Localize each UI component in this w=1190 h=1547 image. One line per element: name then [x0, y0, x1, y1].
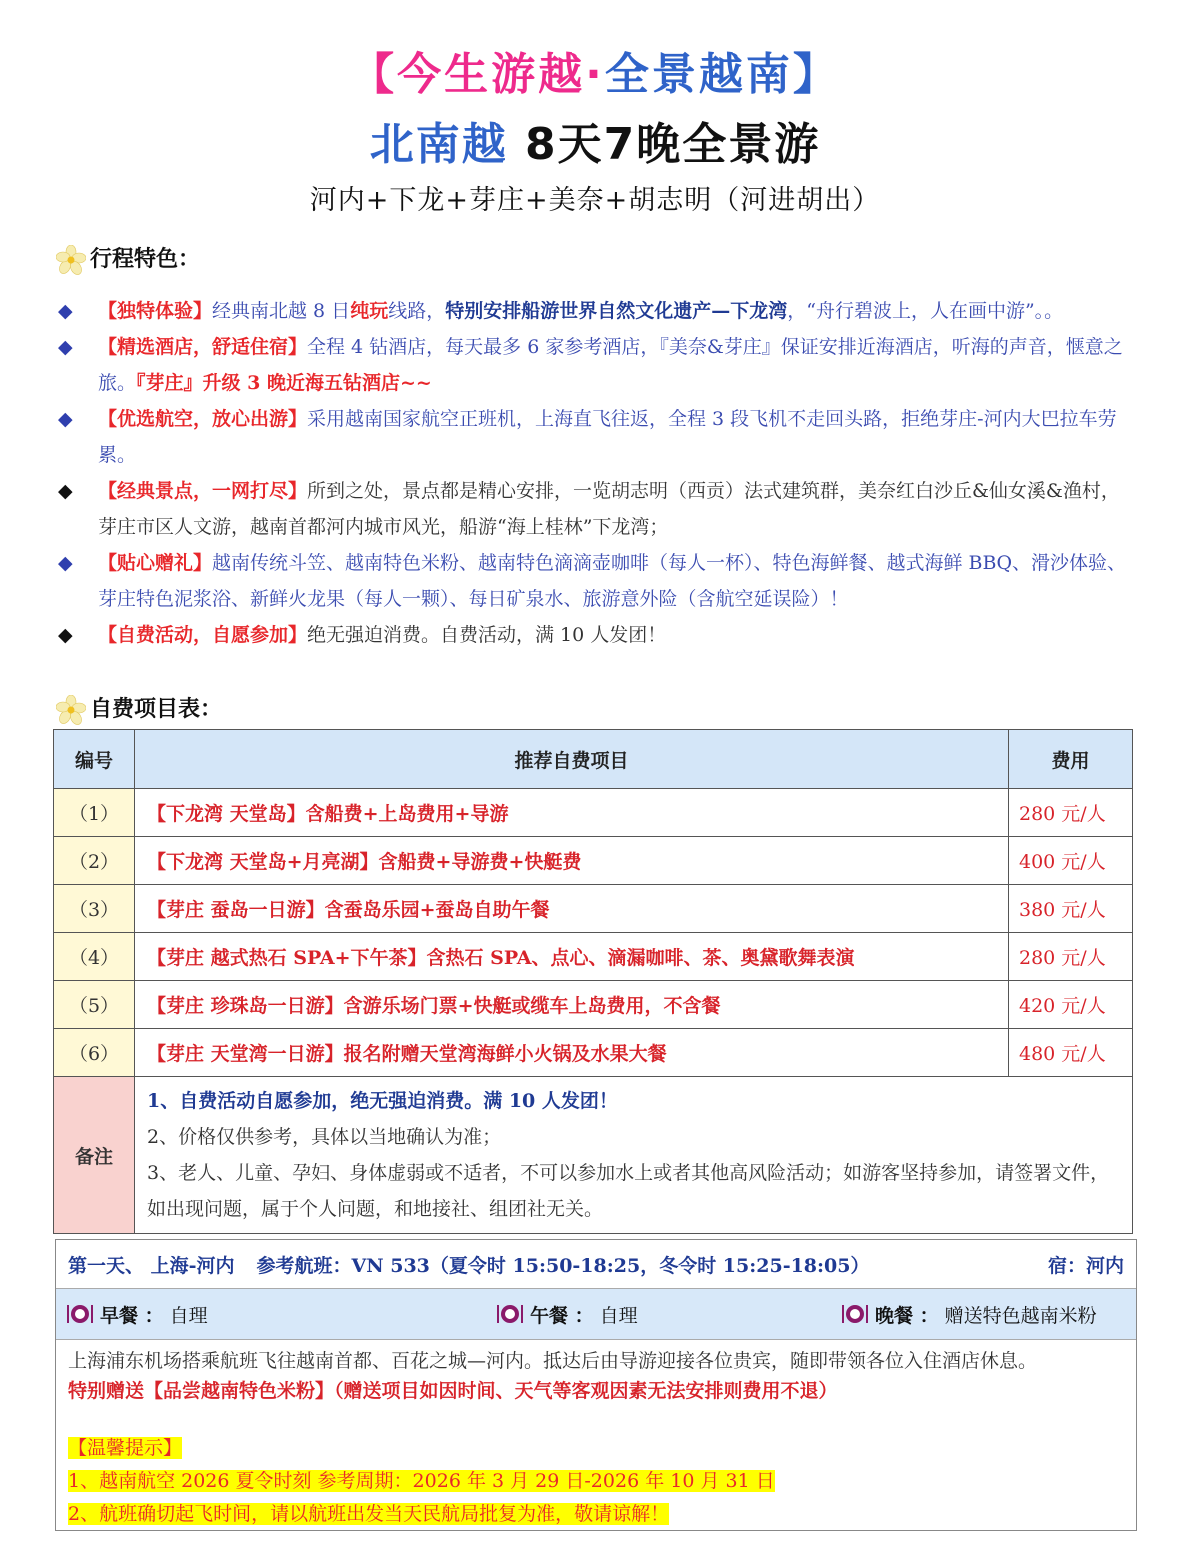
column-header-price: 费用 — [1009, 730, 1133, 789]
feature-item — [56, 545, 1136, 617]
column-header-item: 推荐自费项目 — [135, 730, 1009, 789]
features-heading-text: 行程特色： — [90, 247, 201, 272]
fee-table — [53, 729, 1133, 1234]
row-item: 【芽庄 珍珠岛一日游】含游乐场门票+快艇或缆车上岛费用，不含餐 — [135, 981, 1009, 1029]
row-price: 380 元/人 — [1009, 885, 1133, 933]
day1-gift: 特别赠送【品尝越南特色米粉】（赠送项目如因时间、天气等客观因素无法安排则费用不退） — [68, 1380, 838, 1402]
main-title — [0, 38, 1190, 102]
feature-item — [56, 401, 1136, 473]
day1-description: 上海浦东机场搭乘航班飞往越南首都、百花之城—河内。抵达后由导游迎接各位贵宾，随即带领各位入住酒店休息。 — [68, 1350, 1038, 1372]
meal-label: 晚餐 ： — [875, 1304, 939, 1327]
meals-bar — [56, 1289, 1136, 1340]
row-num: （4） — [54, 933, 135, 981]
row-num: （6） — [54, 1029, 135, 1077]
table-row — [54, 981, 1133, 1029]
bullet-diamond-icon: ◆ — [58, 300, 73, 322]
tip-line: 2、航班确切起飞时间，请以航班出发当天民航局批复为准，敬请谅解！ — [68, 1503, 670, 1525]
table-row — [54, 1029, 1133, 1077]
table-header-row — [54, 730, 1133, 789]
row-item: 【芽庄 蚕岛一日游】含蚕岛乐园+蚕岛自助午餐 — [135, 885, 1009, 933]
tips-title: 【温馨提示】 — [68, 1437, 183, 1459]
note-line: 3、老人、儿童、孕妇、身体虚弱或不适者，不可以参加水上或者其他高风险活动；如游客坚持参加，请签署文件，如出现问题，属于个人问题，和地接社、组团社无关。 — [147, 1162, 1110, 1220]
bullet-diamond-icon: ◆ — [58, 624, 73, 646]
feature-tag: 【优选航空，放心出游】 — [98, 408, 308, 430]
feature-text: ，“舟行碧波上，人在画中游”。。 — [787, 300, 1064, 322]
route-subtitle: 河内+下龙+芽庄+美奈+胡志明（河进胡出） — [309, 185, 881, 216]
feature-item — [56, 473, 1136, 545]
bullet-diamond-icon: ◆ — [58, 480, 73, 502]
row-price: 480 元/人 — [1009, 1029, 1133, 1077]
feature-tag: 【贴心赠礼】 — [98, 552, 213, 574]
tip-line: 1、越南航空 2026 夏令时刻 参考周期：2026 年 3 月 29 日-2026 年 10 月 31 日 — [68, 1470, 775, 1492]
meal-value: 自理 — [599, 1304, 638, 1327]
column-header-num: 编号 — [54, 730, 135, 789]
day1-header — [56, 1240, 1136, 1289]
feature-tag: 【经典景点，一网打尽】 — [98, 480, 308, 502]
note-line: 1、自费活动自愿参加，绝无强迫消费。满 10 人发团！ — [147, 1090, 618, 1112]
row-price: 420 元/人 — [1009, 981, 1133, 1029]
main-title-part1: 【今生游越· — [350, 49, 605, 100]
feature-item — [56, 293, 1136, 329]
day1-stay: 宿：河内 — [1047, 1254, 1124, 1277]
dining-icon — [494, 1302, 526, 1326]
row-item: 【芽庄 越式热石 SPA+下午茶】含热石 SPA、点心、滴漏咖啡、茶、奥黛歌舞表演 — [135, 933, 1009, 981]
tour-title — [0, 108, 1190, 172]
table-row — [54, 789, 1133, 837]
bullet-diamond-icon: ◆ — [58, 408, 73, 430]
tips-block — [68, 1432, 1124, 1531]
flower-icon — [56, 695, 86, 725]
feature-text: 线路， — [388, 300, 446, 322]
dining-icon — [64, 1302, 96, 1326]
day1-panel — [55, 1239, 1137, 1531]
fees-heading-text: 自费项目表： — [90, 697, 223, 722]
feature-item — [56, 329, 1136, 401]
feature-item — [56, 617, 1136, 653]
tour-title-part1: 北南越 — [369, 119, 508, 170]
fees-heading — [56, 692, 222, 725]
row-num: （3） — [54, 885, 135, 933]
feature-tag: 【独特体验】 — [98, 300, 213, 322]
day1-body — [56, 1340, 1136, 1537]
table-row — [54, 837, 1133, 885]
feature-text: 所到之处，景点都是精心安排，一览胡志明（西贡）法式建筑群，美奈红白沙丘&仙女溪&渔村，芽庄市区人文游，越南首都河内城市风光，船游“海上桂林”下龙湾； — [98, 480, 1120, 538]
meal-label: 早餐 ： — [100, 1304, 164, 1327]
feature-text: 全程 4 钻酒店，每天最多 6 家参考酒店，『美奈&芽庄』保证安排近海酒店，听海的声音，惬意之旅。 — [98, 336, 1123, 394]
feature-tag: 【自费活动，自愿参加】 — [98, 624, 308, 646]
feature-highlight: 特别安排船游世界自然文化遗产—下龙湾 — [445, 300, 788, 322]
row-item: 【芽庄 天堂湾一日游】报名附赠天堂湾海鲜小火锅及水果大餐 — [135, 1029, 1009, 1077]
row-item: 【下龙湾 天堂岛】含船费+上岛费用+导游 — [135, 789, 1009, 837]
bullet-diamond-icon: ◆ — [58, 552, 73, 574]
feature-text: 经典南北越 8 日 — [212, 300, 351, 322]
flower-icon — [56, 245, 86, 275]
note-line: 2、价格仅供参考，具体以当地确认为准； — [147, 1126, 502, 1148]
meal-lunch — [494, 1301, 839, 1328]
row-price: 400 元/人 — [1009, 837, 1133, 885]
notes-label: 备注 — [54, 1077, 135, 1234]
notes-row — [54, 1077, 1133, 1234]
meal-value: 赠送特色越南米粉 — [944, 1304, 1097, 1327]
features-list — [56, 293, 1136, 653]
table-row — [54, 885, 1133, 933]
tour-title-part2: 8天7晚全景游 — [525, 119, 821, 170]
features-heading — [56, 242, 200, 275]
notes-body — [135, 1077, 1133, 1234]
row-num: （2） — [54, 837, 135, 885]
row-price: 280 元/人 — [1009, 789, 1133, 837]
main-title-part2: 全景越南】 — [604, 49, 840, 100]
day1-title: 第一天、 上海-河内 — [68, 1254, 235, 1277]
meal-value: 自理 — [169, 1304, 208, 1327]
bullet-diamond-icon: ◆ — [58, 336, 73, 358]
row-price: 280 元/人 — [1009, 933, 1133, 981]
row-num: （5） — [54, 981, 135, 1029]
feature-text: 绝无强迫消费。自费活动，满 10 人发团！ — [307, 624, 667, 646]
feature-tag: 【精选酒店，舒适住宿】 — [98, 336, 308, 358]
row-num: （1） — [54, 789, 135, 837]
meal-breakfast — [64, 1301, 494, 1328]
dining-icon — [839, 1302, 871, 1326]
feature-text: 采用越南国家航空正班机，上海直飞往返，全程 3 段飞机不走回头路，拒绝芽庄-河内大巴拉车劳累。 — [98, 408, 1117, 466]
meal-dinner — [839, 1301, 1097, 1328]
feature-highlight: 『芽庄』升级 3 晚近海五钻酒店~~ — [136, 372, 432, 394]
row-item: 【下龙湾 天堂岛+月亮湖】含船费+导游费+快艇费 — [135, 837, 1009, 885]
table-row — [54, 933, 1133, 981]
feature-text: 越南传统斗笠、越南特色米粉、越南特色滴滴壶咖啡（每人一杯）、特色海鲜餐、越式海鲜 BBQ、滑沙体验、芽庄特色泥浆浴、新鲜火龙果（每人一颗）、每日矿泉水、旅游意外险（含航空延误险）！ — [98, 552, 1127, 610]
day1-flight: 参考航班：VN 533（夏令时 15:50-18:25，冬令时 15:25-18:05） — [256, 1254, 870, 1277]
feature-highlight: 纯玩 — [350, 300, 389, 322]
meal-label: 午餐 ： — [530, 1304, 594, 1327]
